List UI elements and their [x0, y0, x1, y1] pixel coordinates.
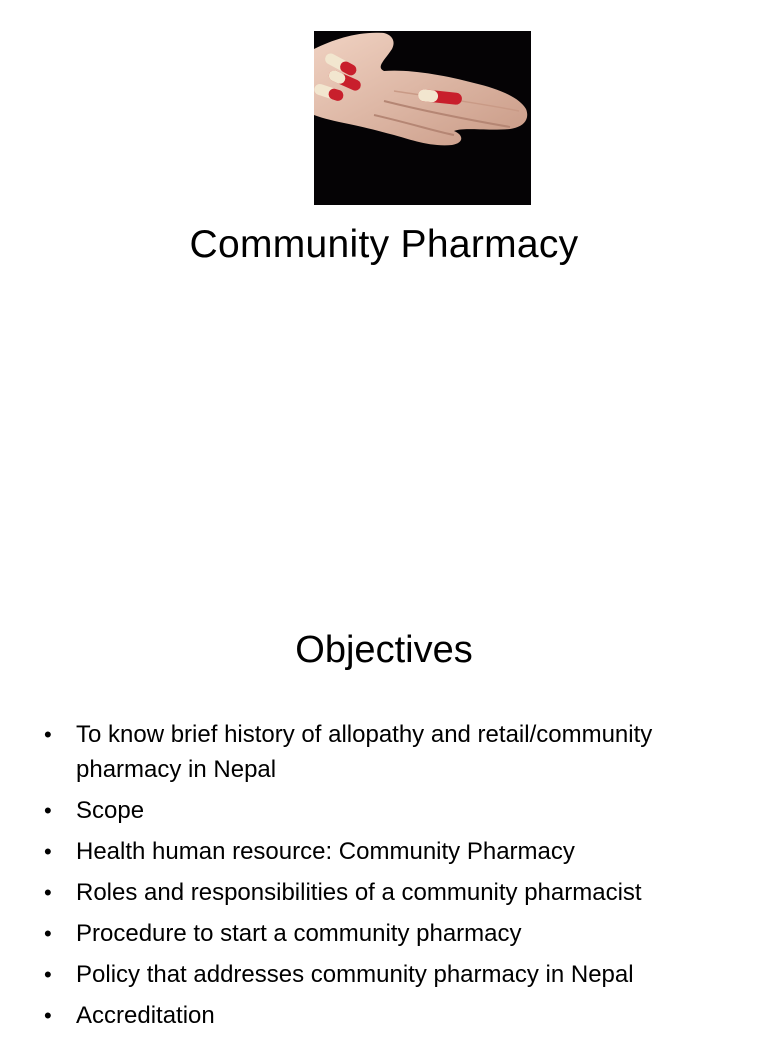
list-item	[44, 998, 744, 1033]
list-item-text: Procedure to start a community pharmacy	[76, 920, 522, 947]
hand-with-pills-illustration	[314, 31, 531, 205]
list-item	[44, 717, 744, 787]
list-item	[44, 834, 744, 869]
list-item	[44, 875, 744, 910]
bullet-icon: •	[44, 1003, 52, 1028]
bullet-icon: •	[44, 839, 52, 864]
bullet-icon: •	[44, 880, 52, 905]
list-item-text: Accreditation	[76, 1002, 215, 1029]
hand-with-pills-image	[314, 31, 531, 205]
list-item-text: Scope	[76, 797, 145, 824]
bullet-icon: •	[44, 722, 52, 747]
bullet-icon: •	[44, 798, 52, 823]
list-item-text: Roles and responsibilities of a community pharmacist	[76, 879, 642, 906]
slide-title: Community Pharmacy	[189, 223, 579, 266]
list-item-text: To know brief history of allopathy and retail/community pharmacy in Nepal	[76, 721, 653, 783]
list-item	[44, 793, 744, 828]
list-item	[44, 916, 744, 951]
objectives-heading: Objectives	[295, 629, 473, 671]
objectives-list	[44, 717, 744, 1039]
bullet-icon: •	[44, 921, 52, 946]
bullet-icon: •	[44, 962, 52, 987]
list-item-text: Policy that addresses community pharmacy in Nepal	[76, 961, 634, 988]
list-item	[44, 957, 744, 992]
list-item-text: Health human resource: Community Pharmacy	[76, 838, 575, 865]
